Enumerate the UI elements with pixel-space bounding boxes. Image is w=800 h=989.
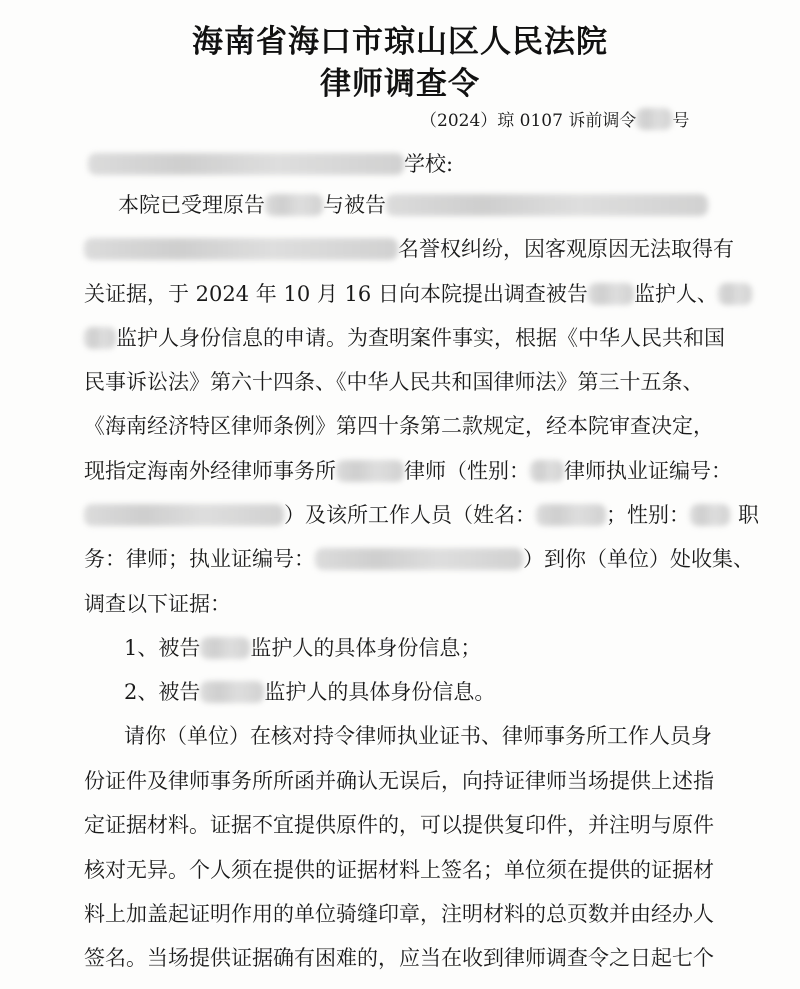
- redacted-plaintiff: [265, 194, 323, 216]
- evidence-item-1: 1、被告 监护人的具体身份信息；: [124, 636, 482, 660]
- body-line: 份证件及律师事务所所函并确认无误后，向持证律师当场提供上述指: [84, 769, 714, 793]
- body-line: 民事诉讼法》第六十四条、《中华人民共和国律师法》第三十五条、: [84, 370, 704, 394]
- body-line: 签名。当场提供证据确有困难的，应当在收到律师调查令之日起七个: [84, 946, 714, 970]
- redacted-staff-name: [536, 504, 606, 526]
- document-title: 律师调查令: [320, 66, 480, 102]
- redacted-recipient: [88, 153, 404, 175]
- body-line: 现指定海南外经律师事务所 律师（性别： 律师执业证编号：: [84, 459, 732, 483]
- court-name: 海南省海口市琼山区人民法院: [192, 24, 608, 60]
- redacted-gender: [530, 460, 564, 482]
- body-line: 关证据，于 2024 年 10 月 16 日向本院提出调查被告 监护人、: [84, 280, 752, 308]
- body-line: 定证据材料。证据不宜提供原件的，可以提供复印件，并注明与原件: [84, 813, 714, 837]
- redacted-name: [200, 637, 250, 659]
- redacted-license-number: [315, 548, 523, 570]
- evidence-item-2: 2、被告 监护人的具体身份信息。: [124, 680, 496, 704]
- redacted-name: [718, 283, 752, 305]
- document-number: [420, 106, 689, 131]
- body-line: 《海南经济特区律师条例》第四十条第二款规定，经本院审查决定，: [84, 414, 714, 438]
- body-line: 核对无异。个人须在提供的证据材料上签名；单位须在提供的证据材: [84, 858, 714, 882]
- recipient-line: [88, 150, 453, 178]
- redacted-defendants: [84, 238, 398, 260]
- redacted-name: [588, 283, 634, 305]
- redacted-name: [200, 681, 264, 703]
- redacted-name: [84, 327, 116, 349]
- body-line: 本院已受理原告 与被告: [118, 191, 708, 219]
- recipient-suffix: 学校:: [404, 152, 454, 176]
- redacted-defendant: [386, 194, 708, 216]
- body-line: 务：律师；执业证编号： ）到你（单位）处收集、: [84, 547, 754, 571]
- body-line: ）及该所工作人员（姓名： ；性别： 职: [84, 501, 759, 529]
- body-line: 请你（单位）在核对持令律师执业证书、律师事务所工作人员身: [124, 724, 712, 748]
- body-line: 料上加盖起证明作用的单位骑缝印章，注明材料的总页数并由经办人: [84, 902, 714, 926]
- body-line: 名誉权纠纷，因客观原因无法取得有: [84, 235, 734, 263]
- redacted-lawyer-name: [336, 460, 404, 482]
- document-number-suffix: 号: [672, 111, 690, 131]
- body-line: 调查以下证据：: [84, 592, 231, 616]
- redacted-number: [636, 108, 672, 130]
- document-number-prefix: （2024）琼 0107 诉前调令: [420, 111, 637, 131]
- redacted-gender: [690, 504, 730, 526]
- body-line: 监护人身份信息的申请。为查明案件事实，根据《中华人民共和国: [84, 324, 725, 352]
- redacted-license-number: [84, 504, 284, 526]
